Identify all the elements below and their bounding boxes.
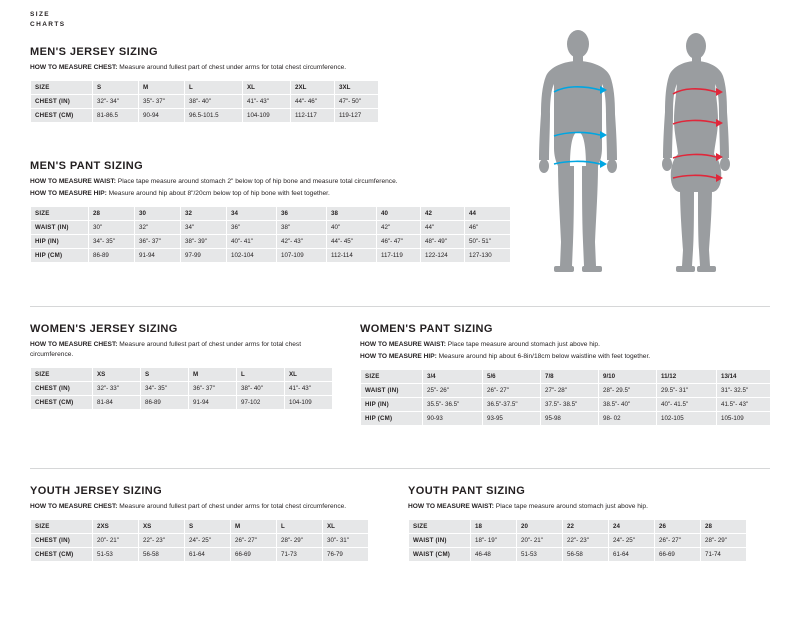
section-title: YOUTH JERSEY SIZING <box>30 485 163 497</box>
instruction-label: HOW TO MEASURE HIP: <box>360 353 437 361</box>
table-cell: 86-89 <box>141 396 189 410</box>
table-cell: 105-109 <box>717 412 771 426</box>
section-youth-jersey-sizing <box>30 485 375 562</box>
table-cell: 61-64 <box>185 548 231 562</box>
table-header-cell: M <box>139 81 185 95</box>
table-header-row <box>31 368 333 382</box>
table-header-cell: SIZE <box>361 370 423 384</box>
table-cell: 38"- 40" <box>237 382 285 396</box>
table-cell: 40"- 41" <box>227 235 277 249</box>
table-cell: 42"- 43" <box>277 235 327 249</box>
table-header-cell: 44 <box>465 207 511 221</box>
table-row <box>31 396 333 410</box>
row-label: CHEST (CM) <box>31 396 93 410</box>
table-cell: 34" <box>181 221 227 235</box>
row-label: WAIST (CM) <box>409 548 471 562</box>
table-cell: 44"- 45" <box>327 235 377 249</box>
table-cell: 71-74 <box>701 548 747 562</box>
table-cell: 31"- 32.5" <box>717 384 771 398</box>
table-row <box>361 384 771 398</box>
table-cell: 98- 02 <box>599 412 657 426</box>
table-cell: 97-102 <box>237 396 285 410</box>
table-cell: 104-109 <box>285 396 333 410</box>
table-cell: 96.5-101.5 <box>185 109 243 123</box>
table-header-cell: 34 <box>227 207 277 221</box>
instruction-waist <box>360 340 780 350</box>
table-cell: 24"- 25" <box>185 534 231 548</box>
instruction-text: Measure around fullest part of chest under arms for total chest circumference. <box>117 503 347 510</box>
row-label: HIP (IN) <box>361 398 423 412</box>
table-header-row <box>31 520 369 534</box>
table-cell: 102-104 <box>227 249 277 263</box>
table-header-cell: SIZE <box>409 520 471 534</box>
row-label: CHEST (CM) <box>31 109 93 123</box>
table-cell: 26"- 27" <box>483 384 541 398</box>
table-header-row <box>409 520 747 534</box>
table-cell: 76-79 <box>323 548 369 562</box>
table-header-cell: 36 <box>277 207 327 221</box>
row-label: HIP (IN) <box>31 235 89 249</box>
table-cell: 66-69 <box>655 548 701 562</box>
table-cell: 30" <box>89 221 135 235</box>
table-header-cell: SIZE <box>31 520 93 534</box>
table-header-cell: S <box>185 520 231 534</box>
section-title: MEN'S JERSEY SIZING <box>30 46 158 58</box>
table-cell: 35.5"- 36.5" <box>423 398 483 412</box>
table-header-cell: L <box>277 520 323 534</box>
table-cell: 27"- 28" <box>541 384 599 398</box>
table-row <box>31 221 511 235</box>
table-cell: 86-89 <box>89 249 135 263</box>
instruction-text: Place tape measure around stomach just above hip. <box>493 503 648 510</box>
table-cell: 38" <box>277 221 327 235</box>
table-header-cell: 32 <box>181 207 227 221</box>
table-cell: 91-94 <box>135 249 181 263</box>
table-womens-jersey <box>30 367 333 410</box>
table-cell: 36"- 37" <box>189 382 237 396</box>
table-cell: 122-124 <box>421 249 465 263</box>
table-cell: 36.5"-37.5" <box>483 398 541 412</box>
table-header-row <box>31 81 379 95</box>
table-cell: 46"- 47" <box>377 235 421 249</box>
table-header-cell: S <box>141 368 189 382</box>
table-cell: 50"- 51" <box>465 235 511 249</box>
table-cell: 20"- 21" <box>517 534 563 548</box>
table-cell: 81-86.5 <box>93 109 139 123</box>
table-cell: 18"- 19" <box>471 534 517 548</box>
instruction-label: HOW TO MEASURE HIP: <box>30 190 107 198</box>
table-cell: 112-117 <box>291 109 335 123</box>
table-cell: 32"- 33" <box>93 382 141 396</box>
table-cell: 37.5"- 38.5" <box>541 398 599 412</box>
table-cell: 91-94 <box>189 396 237 410</box>
table-cell: 44" <box>421 221 465 235</box>
section-mens-jersey-sizing <box>30 46 510 123</box>
instruction-text: Place tape measure around stomach just above hip. <box>445 341 600 348</box>
row-label: HIP (CM) <box>31 249 89 263</box>
table-cell: 56-58 <box>563 548 609 562</box>
body-measurement-diagrams <box>520 28 780 278</box>
table-header-cell: 13/14 <box>717 370 771 384</box>
table-header-cell: S <box>93 81 139 95</box>
table-cell: 46" <box>465 221 511 235</box>
table-cell: 41"- 43" <box>243 95 291 109</box>
table-cell: 26"- 27" <box>231 534 277 548</box>
table-header-cell: L <box>185 81 243 95</box>
table-cell: 28"- 29.5" <box>599 384 657 398</box>
row-label: CHEST (IN) <box>31 534 93 548</box>
table-header-cell: XL <box>243 81 291 95</box>
table-cell: 35"- 37" <box>139 95 185 109</box>
table-cell: 90-93 <box>423 412 483 426</box>
table-cell: 48"- 49" <box>421 235 465 249</box>
table-row <box>361 412 771 426</box>
divider <box>30 468 770 469</box>
row-label: CHEST (IN) <box>31 382 93 396</box>
table-header-cell: 9/10 <box>599 370 657 384</box>
table-cell: 36" <box>227 221 277 235</box>
table-header-cell: 30 <box>135 207 181 221</box>
divider <box>30 306 770 307</box>
table-cell: 61-64 <box>609 548 655 562</box>
table-cell: 32" <box>135 221 181 235</box>
instruction-hip <box>360 352 780 362</box>
instruction-text: Measure around fullest part of chest under arms for total chest circumference. <box>117 64 347 71</box>
table-cell: 51-53 <box>517 548 563 562</box>
table-header-cell: 20 <box>517 520 563 534</box>
table-header-cell: XS <box>139 520 185 534</box>
table-row <box>31 249 511 263</box>
instruction-label: HOW TO MEASURE WAIST: <box>30 178 116 185</box>
table-cell: 36"- 37" <box>135 235 181 249</box>
instruction-text: Measure around hip about 6-8in/18cm below waistline with feet together. <box>436 353 651 361</box>
table-cell: 56-58 <box>139 548 185 562</box>
table-cell: 81-84 <box>93 396 141 410</box>
table-cell: 38.5"- 40" <box>599 398 657 412</box>
table-youth-jersey <box>30 519 369 562</box>
table-cell: 30"- 31" <box>323 534 369 548</box>
table-cell: 44"- 46" <box>291 95 335 109</box>
table-header-cell: 42 <box>421 207 465 221</box>
female-body-diagram <box>662 33 730 272</box>
table-header-cell: 7/8 <box>541 370 599 384</box>
table-cell: 42" <box>377 221 421 235</box>
table-row <box>31 382 333 396</box>
table-header-cell: 5/6 <box>483 370 541 384</box>
table-cell: 29.5"- 31" <box>657 384 717 398</box>
instruction-label: HOW TO MEASURE WAIST: <box>360 341 446 348</box>
table-header-cell: XL <box>285 368 333 382</box>
table-header-cell: 26 <box>655 520 701 534</box>
table-header-cell: SIZE <box>31 368 93 382</box>
table-youth-pant <box>408 519 747 562</box>
row-label: HIP (CM) <box>361 412 423 426</box>
table-cell: 26"- 27" <box>655 534 701 548</box>
table-row <box>361 398 771 412</box>
table-row <box>31 235 511 249</box>
table-header-cell: 28 <box>89 207 135 221</box>
figures-svg <box>520 28 780 278</box>
instruction-text: Place tape measure around stomach 2" below top of hip bone and measure total circumference. <box>115 178 398 185</box>
table-cell: 119-127 <box>335 109 379 123</box>
section-womens-pant-sizing <box>360 323 780 426</box>
table-cell: 71-73 <box>277 548 323 562</box>
table-header-cell: 3/4 <box>423 370 483 384</box>
table-cell: 22"- 23" <box>563 534 609 548</box>
table-header-cell: 22 <box>563 520 609 534</box>
table-header-cell: L <box>237 368 285 382</box>
table-cell: 28"- 29" <box>701 534 747 548</box>
table-row <box>31 95 379 109</box>
instruction-label: HOW TO MEASURE WAIST: <box>408 503 494 510</box>
section-mens-pant-sizing <box>30 160 530 263</box>
row-label: WAIST (IN) <box>31 221 89 235</box>
table-womens-pant <box>360 369 771 426</box>
table-cell: 22"- 23" <box>139 534 185 548</box>
instruction-label: HOW TO MEASURE CHEST: <box>30 503 118 510</box>
row-label: WAIST (IN) <box>409 534 471 548</box>
instruction-chest <box>30 502 375 512</box>
kicker-line-2: CHARTS <box>30 20 66 28</box>
table-header-row <box>361 370 771 384</box>
table-cell: 40"- 41.5" <box>657 398 717 412</box>
table-header-cell: XS <box>93 368 141 382</box>
row-label: WAIST (IN) <box>361 384 423 398</box>
table-cell: 20"- 21" <box>93 534 139 548</box>
table-header-cell: M <box>189 368 237 382</box>
row-label: CHEST (CM) <box>31 548 93 562</box>
table-header-cell: 3XL <box>335 81 379 95</box>
table-row <box>31 548 369 562</box>
table-cell: 46-48 <box>471 548 517 562</box>
table-cell: 38"- 39" <box>181 235 227 249</box>
table-cell: 34"- 35" <box>141 382 189 396</box>
kicker-line-1: SIZE <box>30 11 51 18</box>
table-cell: 41.5"- 43" <box>717 398 771 412</box>
table-cell: 25"- 26" <box>423 384 483 398</box>
table-cell: 66-69 <box>231 548 277 562</box>
table-mens-jersey <box>30 80 379 123</box>
table-cell: 104-109 <box>243 109 291 123</box>
table-cell: 40" <box>327 221 377 235</box>
section-womens-jersey-sizing <box>30 323 330 410</box>
table-cell: 93-95 <box>483 412 541 426</box>
row-label: CHEST (IN) <box>31 95 93 109</box>
section-title: WOMEN'S PANT SIZING <box>360 323 493 335</box>
table-header-cell: 2XL <box>291 81 335 95</box>
table-header-cell: 24 <box>609 520 655 534</box>
table-cell: 112-114 <box>327 249 377 263</box>
section-title: WOMEN'S JERSEY SIZING <box>30 323 178 335</box>
table-header-cell: SIZE <box>31 81 93 95</box>
instruction-hip <box>30 189 530 199</box>
table-header-cell: 40 <box>377 207 421 221</box>
instruction-text: Measure around hip about 8"/20cm below top of hip bone with feet together. <box>106 190 330 198</box>
instruction-waist <box>30 177 530 187</box>
table-header-row <box>31 207 511 221</box>
instruction-waist <box>408 502 753 512</box>
table-cell: 117-119 <box>377 249 421 263</box>
section-youth-pant-sizing <box>408 485 753 562</box>
table-cell: 47"- 50" <box>335 95 379 109</box>
table-row <box>31 109 379 123</box>
table-cell: 41"- 43" <box>285 382 333 396</box>
instruction-text: Measure around fullest part of chest under arms for total chest circumference. <box>30 341 302 359</box>
table-cell: 102-105 <box>657 412 717 426</box>
table-cell: 127-130 <box>465 249 511 263</box>
section-title: YOUTH PANT SIZING <box>408 485 526 497</box>
table-cell: 107-109 <box>277 249 327 263</box>
table-cell: 34"- 35" <box>89 235 135 249</box>
table-cell: 95-98 <box>541 412 599 426</box>
table-row <box>409 534 747 548</box>
table-header-cell: 38 <box>327 207 377 221</box>
table-cell: 97-99 <box>181 249 227 263</box>
table-cell: 28"- 29" <box>277 534 323 548</box>
table-header-cell: XL <box>323 520 369 534</box>
table-cell: 24"- 25" <box>609 534 655 548</box>
table-row <box>31 534 369 548</box>
instruction-label: HOW TO MEASURE CHEST: <box>30 64 118 71</box>
table-cell: 51-53 <box>93 548 139 562</box>
table-cell: 32"- 34" <box>93 95 139 109</box>
instruction-chest <box>30 63 510 73</box>
table-mens-pant <box>30 206 511 263</box>
instruction-chest <box>30 340 330 360</box>
table-header-cell: M <box>231 520 277 534</box>
table-header-cell: SIZE <box>31 207 89 221</box>
table-cell: 38"- 40" <box>185 95 243 109</box>
page-kicker <box>30 10 65 30</box>
instruction-label: HOW TO MEASURE CHEST: <box>30 341 118 348</box>
table-row <box>409 548 747 562</box>
table-header-cell: 18 <box>471 520 517 534</box>
male-body-diagram <box>539 30 617 272</box>
table-cell: 90-94 <box>139 109 185 123</box>
table-header-cell: 11/12 <box>657 370 717 384</box>
table-header-cell: 2XS <box>93 520 139 534</box>
section-title: MEN'S PANT SIZING <box>30 160 144 172</box>
table-header-cell: 28 <box>701 520 747 534</box>
